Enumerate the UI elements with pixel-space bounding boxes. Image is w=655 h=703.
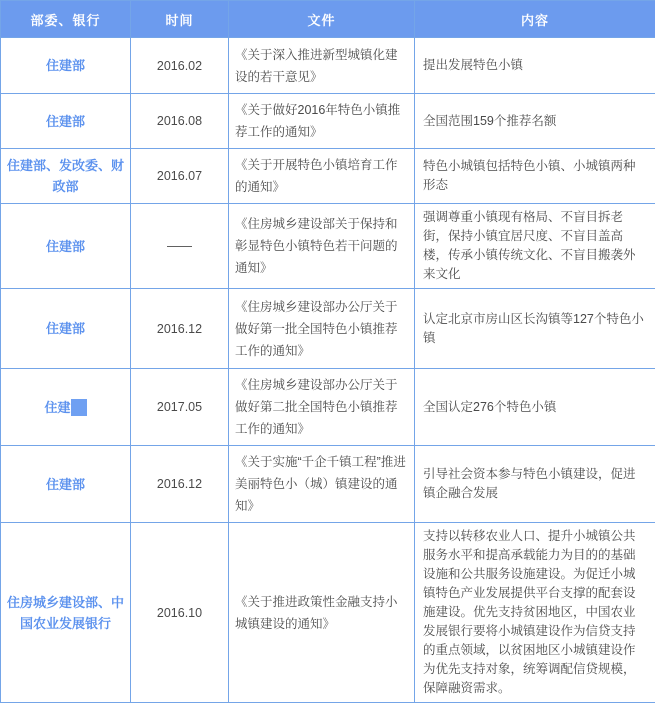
table-row xyxy=(1,204,655,289)
ministry-cell xyxy=(1,369,131,446)
ministry-cell: 住建部 xyxy=(1,204,131,289)
time-cell: —— xyxy=(131,204,229,289)
selected-character-block xyxy=(71,399,87,416)
content-cell: 提出发展特色小镇 xyxy=(415,38,655,94)
ministry-cell: 住建部 xyxy=(1,94,131,149)
content-cell: 特色小城镇包括特色小镇、小城镇两种形态 xyxy=(415,149,655,204)
content-cell: 强调尊重小镇现有格局、不盲目拆老街，保持小镇宜居尺度、不盲目盖高楼，传承小镇传统文化、不盲目搬袭外来文化 xyxy=(415,204,655,289)
document-cell: 《关于开展特色小镇培育工作的通知》 xyxy=(229,149,415,204)
ministry-cell: 住房城乡建设部、中国农业发展银行 xyxy=(1,523,131,703)
document-cell: 《关于做好2016年特色小镇推荐工作的通知》 xyxy=(229,94,415,149)
content-cell: 全国认定276个特色小镇 xyxy=(415,369,655,446)
table-row xyxy=(1,369,655,446)
col-header-time: 时间 xyxy=(131,1,229,38)
document-cell: 《关于推进政策性金融支持小城镇建设的通知》 xyxy=(229,523,415,703)
document-cell: 《关于实施“千企千镇工程”推进美丽特色小（城）镇建设的通知》 xyxy=(229,446,415,523)
time-cell: 2016.07 xyxy=(131,149,229,204)
content-cell: 认定北京市房山区长沟镇等127个特色小镇 xyxy=(415,289,655,369)
document-cell: 《住房城乡建设部办公厅关于做好第二批全国特色小镇推荐工作的通知》 xyxy=(229,369,415,446)
table-row xyxy=(1,446,655,523)
table-row xyxy=(1,38,655,94)
time-cell: 2016.02 xyxy=(131,38,229,94)
document-cell: 《关于深入推进新型城镇化建设的若干意见》 xyxy=(229,38,415,94)
table-row xyxy=(1,523,655,703)
time-cell: 2016.12 xyxy=(131,289,229,369)
content-cell: 引导社会资本参与特色小镇建设，促进镇企融合发展 xyxy=(415,446,655,523)
ministry-cell: 住建部 xyxy=(1,38,131,94)
col-header-ministry: 部委、银行 xyxy=(1,1,131,38)
content-cell: 支持以转移农业人口、提升小城镇公共服务水平和提高承载能力为目的的基础设施和公共服务设施建设。为促迁小城镇特色产业发展提供平台支撑的配套设施建设。优先支持贫困地区，中国农业发展银行要将小城镇建设作为信贷支持的重点领域，以贫困地区小城镇建设作为优先支持对象，统筹调配信贷规模，保障融资需求。 xyxy=(415,523,655,703)
ministry-text: 住建 xyxy=(44,400,70,415)
ministry-cell: 住建部 xyxy=(1,289,131,369)
time-cell: 2016.12 xyxy=(131,446,229,523)
header-row xyxy=(1,1,655,38)
document-cell: 《住房城乡建设部关于保持和彰显特色小镇特色若干问题的通知》 xyxy=(229,204,415,289)
ministry-cell: 住建部 xyxy=(1,446,131,523)
time-cell: 2017.05 xyxy=(131,369,229,446)
table-row xyxy=(1,289,655,369)
content-cell: 全国范围159个推荐名额 xyxy=(415,94,655,149)
table-row xyxy=(1,94,655,149)
document-cell: 《住房城乡建设部办公厅关于做好第一批全国特色小镇推荐工作的通知》 xyxy=(229,289,415,369)
time-cell: 2016.08 xyxy=(131,94,229,149)
col-header-document: 文件 xyxy=(229,1,415,38)
ministry-cell: 住建部、发改委、财政部 xyxy=(1,149,131,204)
col-header-content: 内容 xyxy=(415,1,655,38)
table-row xyxy=(1,149,655,204)
time-cell: 2016.10 xyxy=(131,523,229,703)
